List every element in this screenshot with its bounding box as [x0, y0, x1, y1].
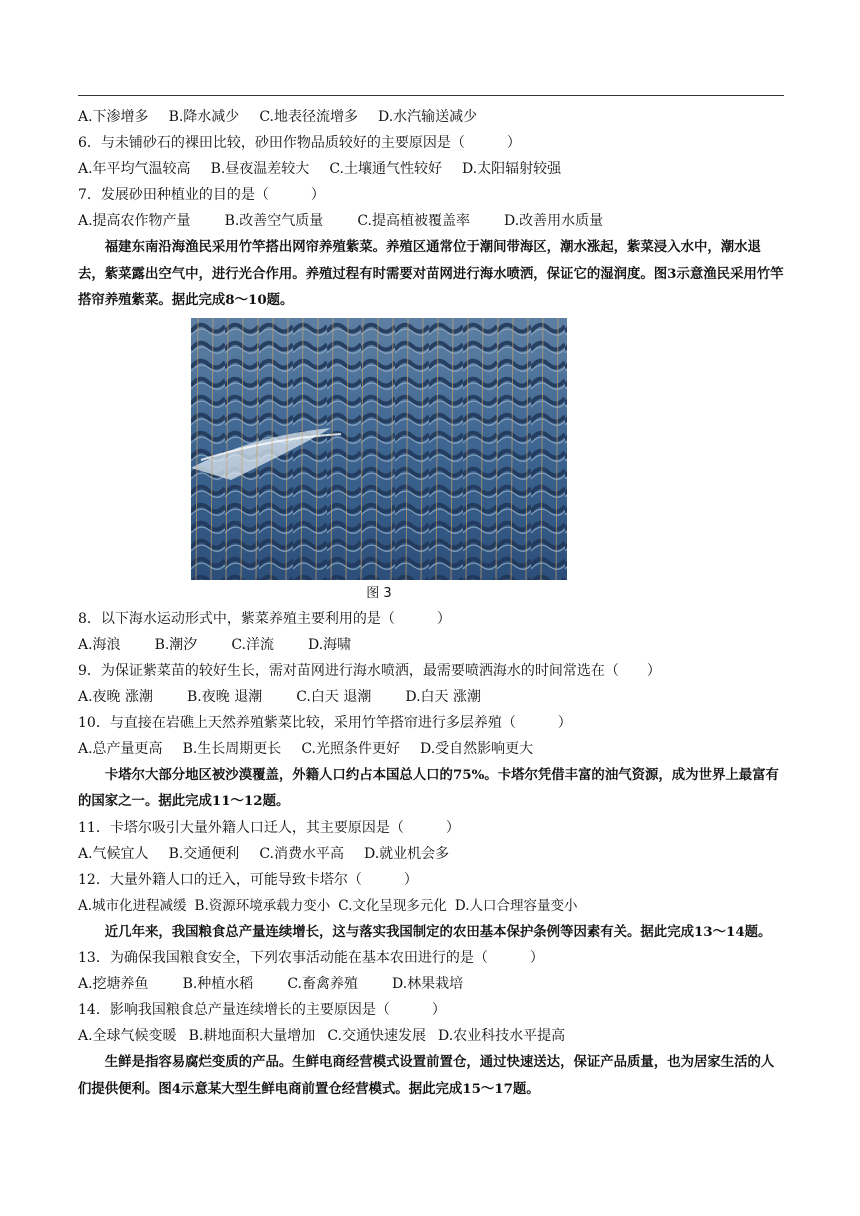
option: C.洋流 [231, 636, 274, 653]
option: C.提高植被覆盖率 [357, 213, 470, 229]
option: B.夜晚 退潮 [187, 688, 263, 705]
option: D.受自然影响更大 [419, 740, 534, 757]
option: B.降水减少 [168, 109, 240, 125]
passage-seaweed: 福建东南沿海渔民采用竹竿搭出网帘养殖紫菜。养殖区通常位于潮间带海区，潮水涨起，紫菜浸入水中，潮水退去，紫菜露出空气中，进行光合作用。养殖过程有时需要对苗网进行海水喷洒，保证它的湿润度。图3示意渔民采用竹竿搭帘养殖紫菜。据此完成8～10题。 [78, 239, 784, 308]
option: B.耕地面积大量增加 [188, 1028, 316, 1044]
q13-stem: 13．为确保我国粮食安全，下列农事活动能在基本农田进行的是（ ） [78, 950, 544, 966]
option: B.改善空气质量 [224, 213, 324, 229]
option: B.交通便利 [168, 845, 240, 862]
q13-options [78, 971, 784, 997]
option: C.土壤通气性较好 [329, 161, 442, 177]
q9-stem: 9．为保证紫菜苗的较好生长，需对苗网进行海水喷洒，最需要喷洒海水的时间常选在（ ） [78, 662, 661, 679]
option: D.就业机会多 [363, 845, 450, 862]
option: B.资源环境承载力变小 [194, 897, 331, 914]
q12-stem: 12．大量外籍人口的迁入，可能导致卡塔尔（ ） [78, 871, 418, 888]
q12-options [78, 893, 784, 919]
option: D.水汽输送减少 [377, 109, 478, 125]
q10-options [78, 736, 784, 762]
passage-fresh-ecommerce: 生鲜是指容易腐烂变质的产品。生鲜电商经营模式设置前置仓，通过快速送达，保证产品质量，也为居家生活的人们提供便利。图4示意某大型生鲜电商前置仓经营模式。据此完成15～17题。 [78, 1054, 775, 1097]
seaweed-farm-image [191, 318, 567, 580]
option: C.文化呈现多元化 [338, 897, 447, 914]
q5-options [78, 104, 784, 130]
option: D.林果栽培 [391, 976, 464, 992]
q14-options [78, 1023, 784, 1049]
option: D.改善用水质量 [503, 213, 604, 229]
q8-stem: 8．以下海水运动形式中，紫菜养殖主要利用的是（ ） [78, 610, 451, 627]
option: D.海啸 [307, 636, 352, 653]
figure-3-seaweed-farm-photo [191, 318, 567, 580]
option: D.人口合理容量变小 [454, 897, 578, 914]
passage-qatar: 卡塔尔大部分地区被沙漠覆盖，外籍人口约占本国总人口的75%。卡塔尔凭借丰富的油气资源，成为世界上最富有的国家之一。据此完成11～12题。 [78, 766, 779, 809]
header-rule [78, 95, 784, 96]
q6-options [78, 156, 784, 182]
q6-stem: 6．与未铺砂石的裸田比较，砂田作物品质较好的主要原因是（ ） [78, 135, 521, 151]
option: C.消费水平高 [259, 845, 344, 862]
option: A.提高农作物产量 [78, 213, 191, 229]
option: A.夜晚 涨潮 [78, 688, 154, 705]
option: C.地表径流增多 [259, 109, 358, 125]
q11-options [78, 841, 784, 867]
figure-3-caption: 图 3 [366, 585, 392, 601]
option: D.白天 涨潮 [405, 688, 481, 705]
option: B.昼夜温差较大 [210, 161, 310, 177]
option: A.气候宜人 [78, 845, 149, 862]
q14-stem: 14．影响我国粮食总产量连续增长的主要原因是（ ） [78, 1002, 446, 1018]
option: D.太阳辐射较强 [461, 161, 562, 177]
option: B.潮汐 [154, 636, 198, 653]
option: B.生长周期更长 [182, 740, 282, 757]
option: A.总产量更高 [78, 740, 163, 757]
option: A.全球气候变暖 [78, 1028, 177, 1044]
q10-stem: 10．与直接在岩礁上天然养殖紫菜比较，采用竹竿搭帘进行多层养殖（ ） [78, 714, 572, 731]
option: D.农业科技水平提高 [437, 1028, 566, 1044]
option: A.年平均气温较高 [78, 161, 191, 177]
q7-stem: 7．发展砂田种植业的目的是（ ） [78, 187, 325, 203]
option: A.海浪 [78, 636, 121, 653]
passage-grain: 近几年来，我国粮食总产量连续增长，这与落实我国制定的农田基本保护条例等因素有关。据此完成13～14题。 [104, 923, 772, 940]
option: C.白天 退潮 [296, 688, 372, 705]
q8-options [78, 632, 784, 658]
option: C.畜禽养殖 [287, 976, 358, 992]
option: C.交通快速发展 [327, 1028, 426, 1044]
option: B.种植水稻 [182, 976, 254, 992]
page-content [78, 104, 784, 1102]
option: A.挖塘养鱼 [78, 976, 149, 992]
q11-stem: 11．卡塔尔吸引大量外籍人口迁人，其主要原因是（ ） [78, 819, 460, 836]
q7-options [78, 208, 784, 234]
q9-options [78, 684, 784, 710]
option: C.光照条件更好 [301, 740, 400, 757]
option: A.下渗增多 [78, 109, 149, 125]
option: A.城市化进程减缓 [78, 897, 187, 914]
